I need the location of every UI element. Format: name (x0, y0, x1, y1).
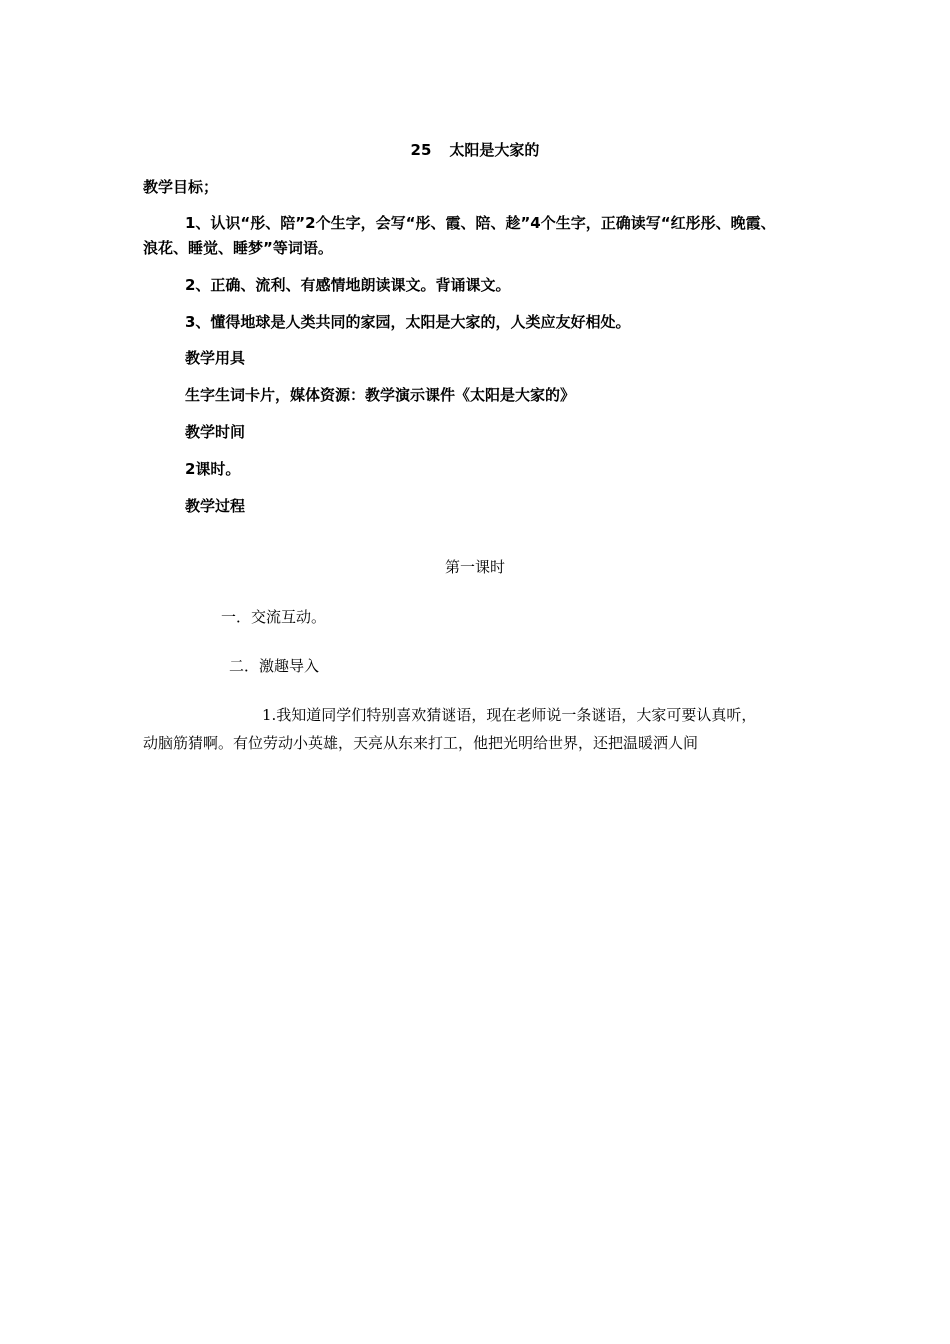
objective-1-line-2: 浪花、睡觉、睡梦”等词语。 (143, 239, 333, 257)
objective-3: 3、懂得地球是人类共同的家园，太阳是大家的，人类应友好相处。 (185, 313, 631, 331)
lesson-number: 25 (410, 141, 432, 159)
objectives-heading: 教学目标； (143, 178, 219, 196)
time-text: 2课时。 (185, 460, 241, 478)
objective-1-line-1: 1、认识“彤、陪”2个生字，会写“彤、霞、陪、趁”4个生字，正确读写“红彤彤、晚霞、 (185, 214, 776, 232)
tools-text: 生字生词卡片，媒体资源：教学演示课件《太阳是大家的》 (185, 386, 576, 404)
objective-2: 2、正确、流利、有感情地朗读课文。背诵课文。 (185, 276, 511, 294)
time-heading: 教学时间 (185, 423, 246, 441)
tools-heading: 教学用具 (185, 349, 246, 367)
lesson-title (0, 140, 950, 160)
step-1: 一．交流互动。 (221, 608, 327, 626)
step-2: 二．激趣导入 (229, 657, 320, 675)
paragraph-line-2: 动脑筋猜啊。有位劳动小英雄，天亮从东来打工，他把光明给世界，还把温暖洒人间 (143, 734, 699, 752)
process-heading: 教学过程 (185, 497, 246, 515)
lesson-title-text: 太阳是大家的 (449, 141, 540, 159)
lesson-section-heading: 第一课时 (444, 558, 505, 576)
paragraph-line-1: 1.我知道同学们特别喜欢猜谜语，现在老师说一条谜语，大家可要认真听， (262, 706, 757, 724)
